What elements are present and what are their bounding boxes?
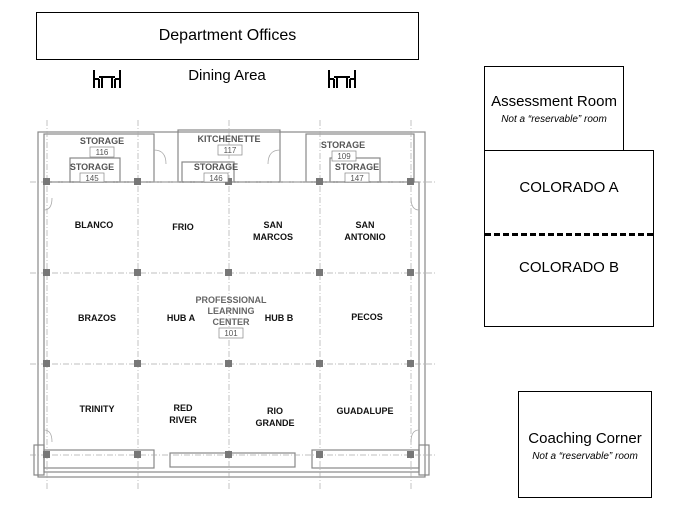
room-rio-grande-line2: GRANDE [255,418,295,428]
department-offices-label: Department Offices [158,27,297,44]
room-frio: FRIO [172,222,194,232]
room-rio-grande-line1: RIO [266,406,284,416]
storage-label: STORAGE [69,162,115,172]
assessment-room-note: Not a “reservable” room [501,114,607,125]
kitchenette-label: KITCHENETTE [197,134,261,144]
room-san-marcos-line1: SAN [263,220,283,230]
assessment-room-title: Assessment Room [491,93,617,110]
storage-number: 116 [95,148,109,157]
room-red-river-line2: RIVER [169,415,197,425]
room-hub-b: HUB B [264,313,294,323]
assessment-room-box [484,66,624,151]
room-san-antonio-line1: SAN [355,220,375,230]
storage-label: STORAGE [79,136,125,146]
room-pecos: PECOS [351,312,383,322]
coaching-corner-note: Not a “reservable” room [532,450,638,462]
storage-label: STORAGE [193,162,239,172]
room-trinity: TRINITY [79,404,115,414]
room-divider [485,233,653,236]
dining-table-icon [91,68,123,90]
room-red-river-line1: RED [173,403,193,413]
coaching-corner-title: Coaching Corner [528,429,642,447]
room-guadalupe: GUADALUPE [336,406,394,416]
coaching-corner-box [518,391,652,498]
storage-number: 147 [350,174,364,183]
colorado-a-label: COLORADO A [519,179,619,196]
storage-label: STORAGE [334,162,380,172]
room-plc-line1: PROFESSIONAL [195,295,267,305]
room-brazos: BRAZOS [78,313,116,323]
room-plc-number: 101 [224,329,238,338]
colorado-rooms-box [484,150,654,327]
dining-area-label: Dining Area [188,67,266,84]
room-san-antonio-line2: ANTONIO [344,232,386,242]
room-plc-line3: CENTER [212,317,250,327]
kitchenette-number: 117 [223,146,237,155]
room-plc-line2: LEARNING [207,306,255,316]
storage-label: STORAGE [320,140,366,150]
floor-plan [30,120,435,490]
dining-table-icon [326,68,358,90]
department-offices-box [36,12,419,60]
storage-number: 146 [209,174,223,183]
room-blanco: BLANCO [74,220,114,230]
storage-number: 145 [85,174,99,183]
storage-number: 109 [337,152,351,161]
room-san-marcos-line2: MARCOS [253,232,293,242]
room-hub-a: HUB A [166,313,196,323]
colorado-b-label: COLORADO B [518,259,620,276]
